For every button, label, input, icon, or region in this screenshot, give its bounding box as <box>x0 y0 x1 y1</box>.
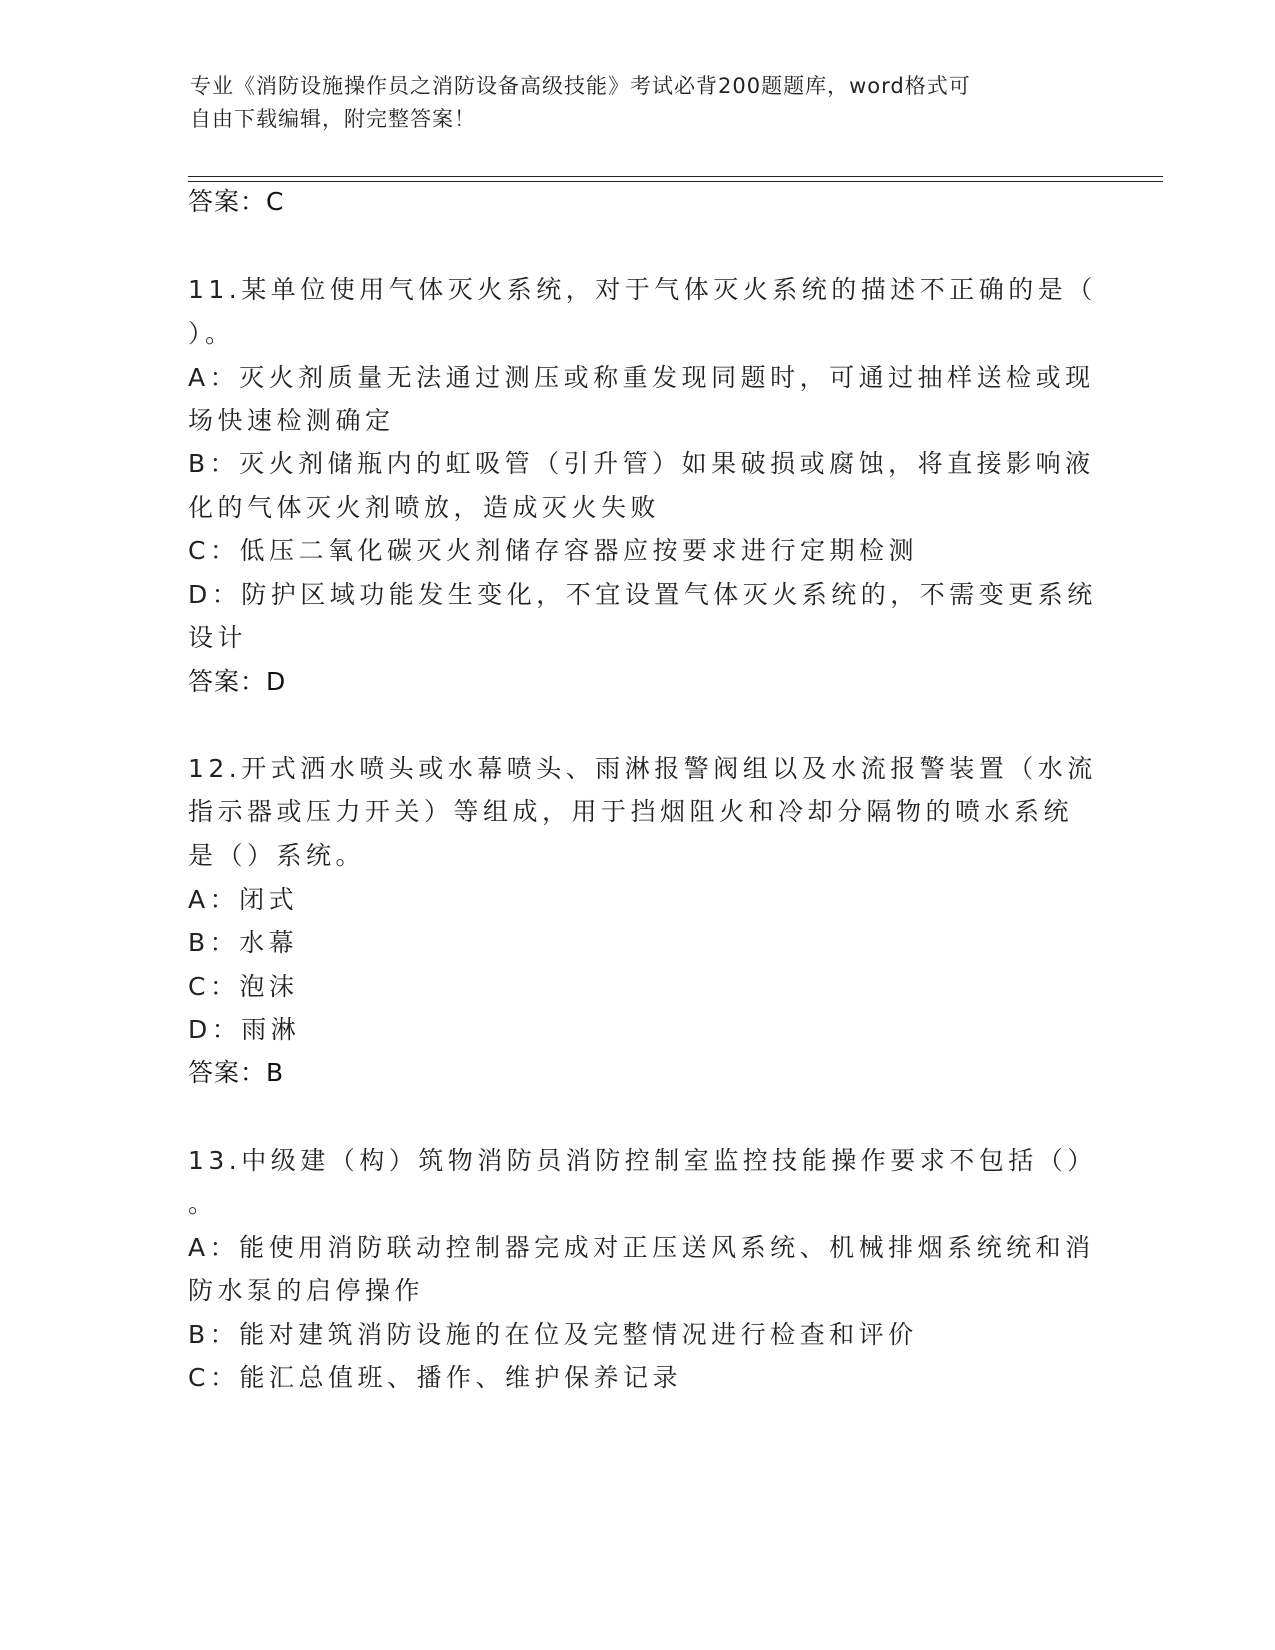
option-a-continued: 防水泵的启停操作 <box>188 1276 425 1305</box>
option-a: A：闭式 <box>188 885 299 914</box>
option-c: C：泡沫 <box>188 972 299 1001</box>
header-line-1: 专业《消防设施操作员之消防设备高级技能》考试必背200题题库，word格式可 <box>190 74 971 98</box>
answer: 答案：D <box>188 667 287 696</box>
page-header <box>190 70 1090 136</box>
option-b: B：能对建筑消防设施的在位及完整情况进行检查和评价 <box>188 1320 918 1349</box>
question-stem: 。 <box>188 1189 218 1218</box>
answer: 答案：B <box>188 1058 285 1087</box>
option-c: C：能汇总值班、播作、维护保养记录 <box>188 1363 682 1392</box>
header-divider-bottom <box>188 181 1163 182</box>
option-d: D：防护区域功能发生变化，不宜设置气体灭火系统的，不需变更系统 <box>188 580 1097 609</box>
question-stem: 13.中级建（构）筑物消防员消防控制室监控技能操作要求不包括（） <box>188 1146 1097 1175</box>
previous-answer: 答案：C <box>188 187 285 216</box>
question-stem: ）。 <box>188 319 235 348</box>
option-c: C：低压二氧化碳灭火剂储存容器应按要求进行定期检测 <box>188 536 918 565</box>
option-a: A：灭火剂质量无法通过测压或称重发现同题时，可通过抽样送检或现 <box>188 363 1095 392</box>
option-b: B：水幕 <box>188 928 299 957</box>
question-stem: 11.某单位使用气体灭火系统，对于气体灭火系统的描述不正确的是（ <box>188 275 1097 304</box>
question-stem: 指示器或压力开关）等组成，用于挡烟阻火和冷却分隔物的喷水系统 <box>188 797 1074 826</box>
header-line-2: 自由下载编辑，附完整答案！ <box>190 107 476 131</box>
option-a-continued: 场快速检测确定 <box>188 406 395 435</box>
question-stem: 12.开式洒水喷头或水幕喷头、雨淋报警阀组以及水流报警装置（水流 <box>188 754 1097 783</box>
option-b: B：灭火剂储瓶内的虹吸管（引升管）如果破损或腐蚀，将直接影响液 <box>188 449 1095 478</box>
option-a: A：能使用消防联动控制器完成对正压送风系统、机械排烟系统统和消 <box>188 1233 1095 1262</box>
header-divider-top <box>188 176 1163 177</box>
question-stem: 是（）系统。 <box>188 841 366 870</box>
option-d: D：雨淋 <box>188 1015 301 1044</box>
option-d-continued: 设计 <box>188 623 248 652</box>
option-b-continued: 化的气体灭火剂喷放，造成灭火失败 <box>188 493 661 522</box>
